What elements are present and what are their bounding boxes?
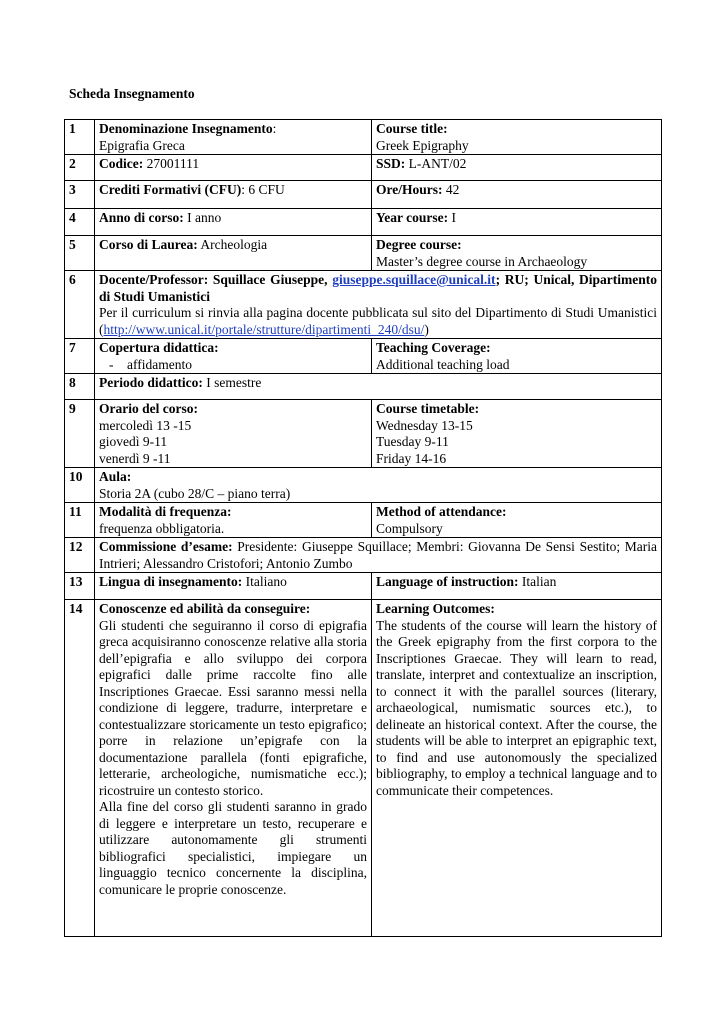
row-8 [65, 374, 662, 400]
learning-outcomes-cell [372, 600, 662, 937]
coverage-cell [95, 339, 372, 374]
commission-label: Commissione d’esame: [99, 539, 233, 554]
code-label: Codice: [99, 156, 144, 171]
timetable-cell [95, 400, 372, 468]
row-14 [65, 600, 662, 937]
row-number: 5 [65, 236, 95, 271]
method-attendance-label: Method of attendance: [376, 504, 507, 519]
language-instruction-value: Italian [518, 574, 557, 589]
row-1 [65, 120, 662, 155]
course-timetable-label: Course timetable: [376, 401, 480, 416]
row-number: 1 [65, 120, 95, 155]
ssd-cell [372, 155, 662, 181]
classroom-cell [95, 468, 662, 503]
hours-label: Ore/Hours: [376, 182, 443, 197]
timetable-line: venerdì 9 -11 [99, 450, 171, 466]
hours-value: 42 [442, 182, 460, 197]
row-3 [65, 181, 662, 209]
method-attendance-value: Compulsory [376, 520, 443, 536]
attendance-label: Modalità di frequenza: [99, 504, 232, 519]
method-attendance-cell [372, 503, 662, 538]
period-cell [95, 374, 662, 400]
degree-cell [95, 236, 372, 271]
course-timetable-line: Wednesday 13-15 [376, 417, 473, 433]
commission-cell [95, 538, 662, 573]
learning-outcomes-label: Learning Outcomes: [376, 601, 495, 616]
document-title: Scheda Insegnamento [69, 86, 195, 101]
course-sheet-table [64, 119, 662, 937]
attendance-cell [95, 503, 372, 538]
year-course-value: I [448, 210, 456, 225]
row-number: 7 [65, 339, 95, 374]
year-course-cell [372, 209, 662, 236]
course-title-label: Course title: [376, 121, 448, 136]
cfu-label: Crediti Formativi (CFU) [99, 182, 242, 197]
degree-value: Archeologia [197, 237, 268, 252]
teaching-coverage-label: Teaching Coverage: [376, 340, 491, 355]
course-title-value: Greek Epigraphy [376, 137, 469, 153]
skills-cell [95, 600, 372, 937]
period-label: Periodo didattico: [99, 375, 203, 390]
row-number: 6 [65, 271, 95, 339]
year-course-label: Year course: [376, 210, 449, 225]
professor-label: Docente/Professor: Squillace Giuseppe, [99, 272, 328, 287]
course-name-label: Denominazione Insegnamento [99, 121, 273, 136]
language-value: Italiano [242, 574, 287, 589]
language-instruction-label: Language of instruction: [376, 574, 519, 589]
coverage-value: - affidamento [109, 356, 192, 372]
language-instruction-cell [372, 573, 662, 600]
cfu-cell [95, 181, 372, 209]
degree-course-value: Master’s degree course in Archaeology [376, 253, 588, 269]
course-title-cell [372, 120, 662, 155]
row-number: 12 [65, 538, 95, 573]
code-value: 27001111 [143, 156, 200, 171]
professor-cell [95, 271, 662, 339]
row-9 [65, 400, 662, 468]
row-10 [65, 468, 662, 503]
commission-value: Presidente: Giuseppe Squillace; Membri: Giovanna De Sensi Sestito; Maria Intrieri; Alessandro Cristofori; Antonio Zumbo [99, 539, 657, 571]
language-cell [95, 573, 372, 600]
row-number: 4 [65, 209, 95, 236]
degree-label: Corso di Laurea: [99, 237, 198, 252]
timetable-label: Orario del corso: [99, 401, 198, 416]
skills-text: Gli studenti che seguiranno il corso di epigrafia greca acquisiranno conoscenze relative alla storia dell’epigrafia e allo sviluppo dei corpora epigrafici dalle prime raccolte fino alle Inscriptiones Graecae. Essi saranno messi nella condizione di leggere, tradurre, interpretare e contestualizzare storicamente un testo epigrafico; porre in relazione un’epigrafe con la documentazione parallela (fonti epigrafiche, letterarie, archeologiche, numismatiche ecc.); ricostruire un contesto storico. [99, 617, 367, 798]
row-number: 2 [65, 155, 95, 181]
professor-affiliation: ; RU; Unical, Dipartimento di Studi Umanistici [99, 272, 658, 304]
row-number: 8 [65, 374, 95, 400]
row-number: 9 [65, 400, 95, 468]
code-cell [95, 155, 372, 181]
row-number: 10 [65, 468, 95, 503]
professor-email-link[interactable]: giuseppe.squillace@unical.it [332, 272, 496, 287]
course-timetable-cell [372, 400, 662, 468]
learning-outcomes-text: The students of the course will learn the history of the Greek epigraphy from the first corpora to the Inscriptiones Graecae. They will learn to read, translate, interpret and contextualize an inscription, to connect it with the parallel sources (literary, archaeological, numismatic sources etc.), to delineate an historical context. After the course, the students will be able to interpret an epigraphic text, to find and use autonomously the specialized bibliography, to employ a technical language and to communicate their competences. [376, 617, 657, 798]
row-13 [65, 573, 662, 600]
ssd-value: L-ANT/02 [405, 156, 467, 171]
course-name-value: Epigrafia Greca [99, 137, 185, 153]
row-7 [65, 339, 662, 374]
curriculum-text: Per il curriculum si rinvia alla pagina docente pubblicata sul sito del Dipartimento di Studi Umanistici ( [99, 305, 657, 337]
year-label: Anno di corso: [99, 210, 184, 225]
classroom-value: Storia 2A (cubo 28/C – piano terra) [99, 485, 291, 501]
row-4 [65, 209, 662, 236]
row-number: 3 [65, 181, 95, 209]
curriculum-text-end: ) [424, 321, 429, 337]
degree-course-cell [372, 236, 662, 271]
row-12 [65, 538, 662, 573]
attendance-value: frequenza obbligatoria. [99, 520, 225, 536]
teaching-coverage-value: Additional teaching load [376, 356, 510, 372]
skills-text-2: Alla fine del corso gli studenti saranno in grado di leggere e interpretare un testo, recuperare e utilizzare autonomamente gli strumenti bibliografici specialistici, impiegare un linguaggio tecnico concernente la disciplina, comunicare le proprie conoscenze. [99, 799, 367, 897]
degree-course-label: Degree course: [376, 237, 462, 252]
skills-label: Conoscenze ed abilità da conseguire: [99, 601, 311, 616]
ssd-label: SSD: [376, 156, 406, 171]
row-11 [65, 503, 662, 538]
row-number: 11 [65, 503, 95, 538]
timetable-line: mercoledì 13 -15 [99, 417, 192, 433]
course-timetable-line: Tuesday 9-11 [376, 434, 449, 449]
course-timetable-line: Friday 14-16 [376, 450, 447, 466]
row-number: 14 [65, 600, 95, 937]
period-value: I semestre [202, 375, 262, 390]
teaching-coverage-cell [372, 339, 662, 374]
row-number: 13 [65, 573, 95, 600]
language-label: Lingua di insegnamento: [99, 574, 243, 589]
coverage-label: Copertura didattica: [99, 340, 219, 355]
row-2 [65, 155, 662, 181]
course-name-cell: Denominazione Insegnamento: Epigrafia Greca [95, 120, 372, 155]
row-6 [65, 271, 662, 339]
row-5 [65, 236, 662, 271]
year-value: I anno [183, 210, 222, 225]
timetable-line: giovedì 9-11 [99, 434, 168, 449]
year-cell [95, 209, 372, 236]
hours-cell [372, 181, 662, 209]
classroom-label: Aula: [99, 469, 132, 484]
cfu-value: : 6 CFU [241, 182, 285, 197]
department-url-link[interactable]: http://www.unical.it/portale/strutture/dipartimenti_240/dsu/ [103, 321, 425, 337]
